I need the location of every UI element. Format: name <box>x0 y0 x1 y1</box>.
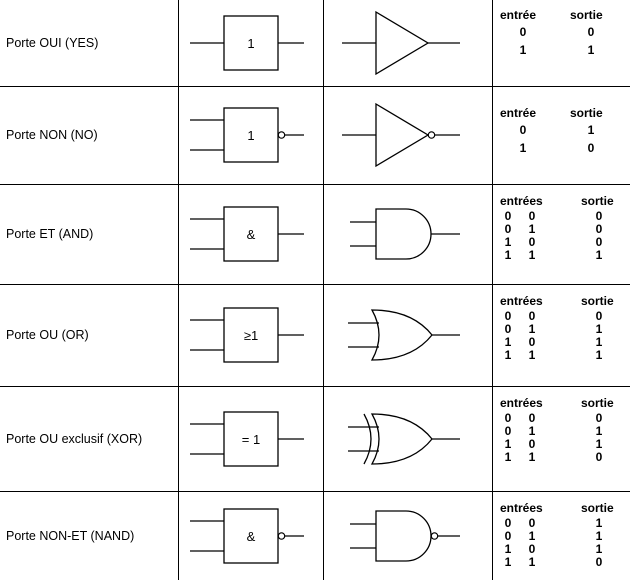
iec-symbol-label: & <box>246 227 256 242</box>
ansi-symbol-porte-non-no <box>328 90 488 180</box>
truth-input-value: 0 <box>504 424 512 438</box>
truth-input-value: 0 <box>504 222 512 236</box>
truth-input-value: 1 <box>528 248 536 262</box>
iec-symbol-label: & <box>246 528 256 544</box>
truth-input-value: 0 <box>528 335 536 349</box>
truth-output-value: 0 <box>595 235 603 249</box>
truth-output-value: 1 <box>595 335 603 349</box>
truth-output-value: 0 <box>595 411 603 425</box>
gate-name-porte-non-et-nand: Porte NON-ET (NAND) <box>6 528 135 543</box>
truth-output-value: 0 <box>595 450 603 464</box>
truth-output-value: 0 <box>587 141 595 155</box>
truth-input-value: 1 <box>528 322 536 336</box>
truth-input-value: 0 <box>519 25 527 39</box>
gate-name-porte-ou-or: Porte OU (OR) <box>6 328 89 342</box>
truth-output-value: 0 <box>595 309 603 323</box>
row-divider <box>0 284 630 285</box>
truth-input-value: 0 <box>528 437 536 451</box>
truth-header-inputs: entrée <box>500 8 537 22</box>
row-divider <box>0 386 630 387</box>
iec-symbol-porte-non-et-nand <box>182 491 322 581</box>
truth-output-value: 0 <box>595 222 603 236</box>
truth-header-output: sortie <box>581 396 614 410</box>
truth-output-value: 1 <box>595 516 603 530</box>
truth-input-value: 0 <box>504 209 512 223</box>
truth-header-inputs: entrées <box>500 194 543 208</box>
ansi-symbol-porte-ou-exclusif-xor <box>328 394 488 484</box>
iec-symbol-porte-et-and <box>182 189 322 279</box>
truth-input-value: 1 <box>504 235 512 249</box>
truth-input-value: 0 <box>504 309 512 323</box>
truth-output-value: 0 <box>595 209 603 223</box>
truth-input-value: 1 <box>504 348 512 362</box>
truth-input-value: 0 <box>528 235 536 249</box>
truth-output-value: 1 <box>595 437 603 451</box>
truth-output-value: 1 <box>595 529 603 543</box>
truth-output-value: 0 <box>587 25 595 39</box>
iec-symbol-label: 1 <box>247 36 255 51</box>
truth-output-value: 1 <box>595 542 603 556</box>
truth-output-value: 1 <box>587 123 595 137</box>
truth-input-value: 0 <box>504 529 512 543</box>
truth-output-value: 1 <box>587 43 595 57</box>
truth-input-value: 0 <box>519 123 527 137</box>
truth-input-value: 0 <box>528 516 536 530</box>
truth-header-output: sortie <box>581 294 614 308</box>
row-divider <box>0 184 630 185</box>
iec-symbol-porte-oui-yes <box>182 0 322 88</box>
truth-input-value: 1 <box>504 248 512 262</box>
truth-header-output: sortie <box>581 194 614 208</box>
ansi-symbol-porte-et-and <box>328 189 488 279</box>
truth-input-value: 1 <box>504 555 512 569</box>
iec-symbol-label: 1 <box>247 128 255 143</box>
truth-input-value: 1 <box>528 450 536 464</box>
truth-output-value: 1 <box>595 424 603 438</box>
truth-input-value: 0 <box>504 411 512 425</box>
truth-input-value: 1 <box>519 43 527 57</box>
truth-input-value: 1 <box>519 141 527 155</box>
iec-symbol-porte-ou-or <box>182 290 322 380</box>
iec-symbol-porte-ou-exclusif-xor <box>182 394 322 484</box>
truth-output-value: 1 <box>595 322 603 336</box>
truth-output-value: 0 <box>595 555 603 569</box>
gate-name-porte-et-and: Porte ET (AND) <box>6 227 94 241</box>
truth-input-value: 0 <box>528 309 536 323</box>
truth-header-output: sortie <box>570 8 603 22</box>
truth-input-value: 0 <box>504 516 512 530</box>
gate-name-porte-ou-exclusif-xor: Porte OU exclusif (XOR) <box>6 431 143 446</box>
column-divider <box>178 0 179 580</box>
truth-input-value: 1 <box>504 542 512 556</box>
truth-input-value: 1 <box>528 424 536 438</box>
truth-input-value: 0 <box>504 322 512 336</box>
ansi-symbol-porte-oui-yes <box>328 0 488 88</box>
truth-header-output: sortie <box>570 106 603 120</box>
truth-input-value: 1 <box>528 529 536 543</box>
truth-input-value: 1 <box>504 437 512 451</box>
truth-input-value: 1 <box>528 555 536 569</box>
iec-symbol-label: = 1 <box>241 431 261 447</box>
column-divider <box>323 0 324 580</box>
iec-symbol-porte-non-no <box>182 90 322 180</box>
truth-input-value: 0 <box>528 411 536 425</box>
truth-output-value: 1 <box>595 348 603 362</box>
gate-name-porte-oui-yes: Porte OUI (YES) <box>6 36 99 50</box>
column-divider <box>492 0 493 580</box>
truth-output-value: 1 <box>595 248 603 262</box>
truth-input-value: 0 <box>528 209 536 223</box>
truth-header-inputs: entrées <box>500 396 543 410</box>
truth-input-value: 1 <box>504 450 512 464</box>
truth-input-value: 1 <box>528 348 536 362</box>
iec-symbol-label: ≥1 <box>243 328 259 343</box>
truth-input-value: 0 <box>528 542 536 556</box>
truth-header-output: sortie <box>581 501 614 515</box>
truth-header-inputs: entrées <box>500 294 543 308</box>
ansi-symbol-porte-non-et-nand <box>328 491 488 581</box>
truth-header-inputs: entrées <box>500 501 543 515</box>
truth-header-inputs: entrée <box>500 106 537 120</box>
truth-input-value: 1 <box>528 222 536 236</box>
gate-name-porte-non-no: Porte NON (NO) <box>6 128 98 142</box>
truth-input-value: 1 <box>504 335 512 349</box>
ansi-symbol-porte-ou-or <box>328 290 488 380</box>
